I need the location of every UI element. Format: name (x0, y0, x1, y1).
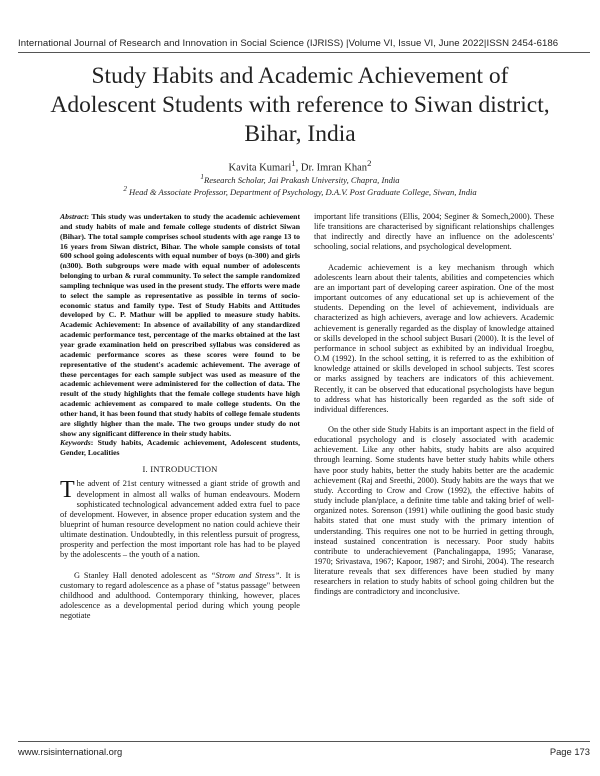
abstract-text: : This study was undertaken to study the academic achievement and study habits of male and female college students of district Siwan (Bihar). The total sample comprises school students with age range 13 to 16 years from Siwan district, Bihar. The whole sample consists of total 600 school going adolescents with equal number of boys (n-300) and girls (n300). Both subgroups were made with equal number of adolescents belonging to urban & rural community. To select the sample randomized sampling technique was used in the present study. The efforts were made to select the sample as representative as possible in terms of socio-economic status and family type. Test of Study Habits and Attitudes developed by C. P. Mathur will be applied to measure study habits. Academic Achievement: In absence of availability of any standardized academic performance test, percentage of the marks obtained at the last year grade examination held on prescribed syllabus was considered as academic performance scores as these scores were found to be representative of the student's academic achievement. The average of these percentages for each sample subject was used as measure of the academic achievement were administered for the collection of data. The result of the study highlights that the female college students have high academic achievement as compared to male college students. On the other hand, it has been found that study habits of college female students are slightly higher than the male. The two groups under study do not show any significant difference in their study habits. (60, 212, 300, 438)
header-rule (18, 52, 590, 53)
right-paragraph-2: Academic achievement is a key mechanism through which adolescents learn about their talents, abilities and competencies which are an important part of developing career aspiration. One of the most important outcomes of any educational set up is achievement of the students. Depending on the level of achievement, individuals are characterized as high achievers, average and low achievers. Academic achievement is generally regarded as the display of knowledge attained or skills developed in the school subject Busari (2000). It is the level of performance in school subject as exhibited by an individual Iroegbu, O.M (1992). In the school setting, it is referred to as the exhibition of knowledge attained or skills developed in school subjects. Test scores or marks assigned by teachers are indicators of this achievement. Recently, it can be observed that educational psychologists have begun to address what has historically been regarded as the soft side of individual differences. (314, 262, 554, 414)
section-heading-introduction: I. INTRODUCTION (142, 464, 218, 475)
keywords-text: : Study habits, Academic achievement, Adolescent students, Gender, Localities (60, 438, 300, 458)
title-line-3: Bihar, India (244, 121, 356, 147)
left-column (60, 212, 300, 621)
affiliation-1-text: Research Scholar, Jai Prakash University, Chapra, India (203, 174, 400, 185)
keywords (60, 438, 300, 458)
affiliation-2-text: Head & Associate Professor, Department of Psychology, D.A.V. Post Graduate College, Siwan, India (126, 186, 477, 197)
affiliation-1 (0, 173, 600, 185)
affiliation-2-sup: 2 (123, 185, 127, 193)
keywords-label: Keywords (60, 438, 91, 448)
intro-paragraph-2-quote: “Strom and Stress”. (210, 570, 282, 580)
footer-rule (18, 741, 590, 742)
intro-paragraph-2-rest: It is customary to regard adolescence as a phase of "status passage" between childhood and adulthood. Contemporary thinking, however, places adolescence as a developmental period during which young people negotiate (60, 570, 300, 621)
journal-header: International Journal of Research and Innovation in Social Science (IJRISS) |Volume VI, Issue VI, June 2022|ISSN 2454-6186 (18, 38, 559, 49)
author-2-sup: 2 (367, 158, 372, 168)
intro-paragraph-2-start: G Stanley Hall denoted adolescent as (74, 570, 211, 580)
author-2: Dr. Imran Khan (300, 162, 368, 174)
author-1: Kavita Kumari (228, 162, 292, 174)
right-paragraph-3: On the other side Study Habits is an important aspect in the field of educational psychology and is closely associated with academic achievement. Like any other habits, study habits are also acquired through learning. Some students have better study habits while others have poor study habits, better the study habits better are the academic achievement (Raj and Sreethi, 2000). Study habits are the ways that we study. According to Crow and Crow (1992), the effective habits of study include plan/place, a definite time table and taking brief of well-organized notes. Sorenson (1991) while outlining the good basic study habits stated that one must study with the primary intention of understanding. This requires one not to be hurried in getting through, instead sustained concentration is necessary. Poor study habits contribute to underachievement (Panchalingappa, 1995; Vanarase, 1970; Srivastava, 1967; Kapoor, 1987; and Sirohi, 2004). The research literature reveals that sex differences have been studied by many researchers in relation to study habits of school going children but the findings are contradictory and inconclusive. (314, 424, 554, 597)
intro-paragraph-1-text: he advent of 21st century witnessed a giant stride of growth and development in almost all walks of human endeavours. Modern sophisticated technological advancement added extra fuel to pace of development. However, in absence proper education system and the blueprint of human resource development no nation could achieve their ultimate destination. Undoubtedly, in this relentless pursuit of progress, prosperity and perfection the most important role has had to be played by the adolescents – the youth of a nation. (60, 479, 300, 560)
drop-cap: T (60, 477, 75, 504)
footer-url: www.rsisinternational.org (18, 746, 123, 757)
intro-paragraph-1 (60, 479, 300, 560)
intro-paragraph-2 (60, 571, 300, 622)
affiliation-1-sup: 1 (200, 173, 204, 181)
abstract (60, 212, 300, 438)
title-line-1: Study Habits and Academic Achievement of (91, 63, 509, 89)
page-number: Page 173 (549, 746, 590, 757)
paper-title (40, 62, 560, 149)
author-list (0, 158, 600, 174)
author-separator: , (295, 162, 301, 174)
title-line-2: Adolescent Students with reference to Siwan district, (50, 92, 550, 118)
affiliation-2 (0, 185, 600, 197)
abstract-label: Abstract (60, 212, 87, 221)
right-column (314, 212, 554, 598)
author-1-sup: 1 (291, 158, 296, 168)
right-paragraph-1: important life transitions (Ellis, 2004; Seginer & Somech,2000). These life transitions are characterised by significant relationships challenges that indirectly and directly have an influence on the adolescents' schooling, social relations, and psychological development. (314, 212, 554, 252)
